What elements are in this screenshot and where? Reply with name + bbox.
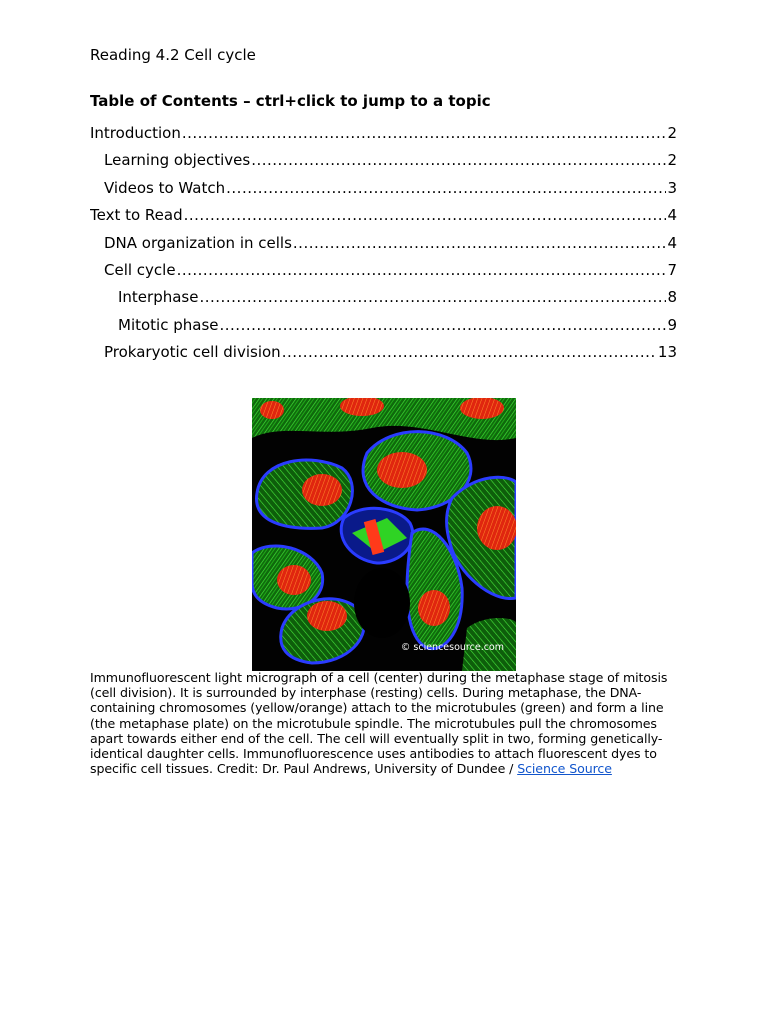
toc-dot-leader: [220, 315, 667, 335]
toc-link-videos-to-watch[interactable]: [90, 178, 677, 205]
toc-dot-leader: [184, 205, 667, 225]
document-title: Reading 4.2 Cell cycle: [90, 46, 256, 64]
toc-dot-leader: [282, 342, 657, 362]
toc-dot-leader: [199, 287, 666, 307]
toc-page-number: 9: [667, 315, 677, 334]
toc-entry-text: Learning objectives: [104, 151, 251, 170]
toc-page-number: 2: [667, 151, 677, 170]
micrograph-illustration: [252, 398, 516, 671]
toc-page-number: 3: [667, 178, 677, 197]
toc-entry-text: Text to Read: [90, 206, 183, 225]
toc-link-interphase[interactable]: [90, 287, 677, 314]
credit-link[interactable]: Science Source: [517, 761, 612, 777]
toc-page-number: 8: [667, 288, 677, 307]
toc-entry-text: Videos to Watch: [104, 178, 226, 197]
toc-dot-leader: [182, 123, 667, 143]
caption-text: Immunofluorescent light micrograph of a cell (center) during the metaphase stage of mitosis (cell division). It is surrounded by interphase (resting) cells. During metaphase, the DNA-containing chromosomes (yellow/orange) attach to the microtubules (green) and form a line (the metaphase plate) on the microtubule spindle. The microtubules pull the chromosomes apart towards either end of the cell. The cell will eventually split in two, forming genetically-identical daughter cells. Immunofluorescence uses antibodies to attach fluorescent dyes to specific cell tissues. Credit: Dr. Paul Andrews, University of Dundee /: [90, 670, 668, 777]
toc-page-number: 7: [667, 260, 677, 279]
toc-link-cell-cycle[interactable]: [90, 260, 677, 287]
toc-page-number: 4: [667, 233, 677, 252]
toc-entry-text: DNA organization in cells: [104, 233, 292, 252]
toc-link-text-to-read[interactable]: [90, 205, 677, 232]
image-watermark: © sciencesource.com: [400, 642, 504, 653]
toc-entry-text: Interphase: [118, 288, 199, 307]
toc-entry-text: Cell cycle: [104, 260, 176, 279]
toc-link-dna-organization[interactable]: [90, 233, 677, 260]
toc-heading: Table of Contents – ctrl+click to jump to a topic: [90, 92, 491, 110]
toc-link-prokaryotic-cell-division[interactable]: [90, 342, 677, 369]
micrograph-image: [252, 398, 516, 671]
toc-page-number: 13: [657, 343, 677, 362]
toc-entry-text: Prokaryotic cell division: [104, 343, 281, 362]
toc-page-number: 4: [667, 206, 677, 225]
toc-entry-text: Introduction: [90, 124, 181, 142]
toc-entry-text: Mitotic phase: [118, 315, 219, 334]
figure-caption: [90, 670, 680, 776]
toc-page-number: 2: [667, 124, 677, 142]
toc-link-introduction[interactable]: [90, 123, 677, 150]
toc-dot-leader: [293, 233, 667, 253]
toc-dot-leader: [177, 260, 667, 280]
toc-link-mitotic-phase[interactable]: [90, 315, 677, 342]
toc-link-learning-objectives[interactable]: [90, 150, 677, 177]
toc-dot-leader: [251, 150, 666, 170]
toc-dot-leader: [226, 178, 666, 198]
table-of-contents: [90, 123, 677, 370]
